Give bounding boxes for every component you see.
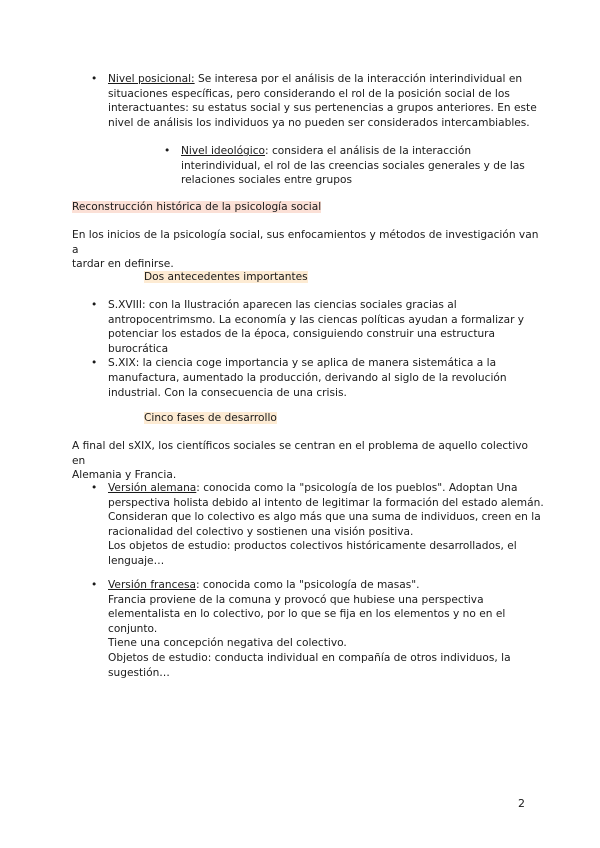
text-line: sugestión…: [108, 666, 170, 679]
text-line: situaciones específicas, pero considerando el rol de la posición social de los: [108, 87, 510, 100]
term-nivel-posicional: Nivel posicional:: [108, 73, 195, 85]
bullet-dot: •: [91, 73, 98, 85]
bullet-dot: •: [164, 145, 171, 157]
text-line: Alemania y Francia.: [72, 469, 177, 482]
bullet-dot: •: [91, 357, 98, 370]
antecedentes-list: [91, 298, 568, 400]
text-line: S.XVIII: con la Ilustración aparecen las ciencias sociales gracias al: [108, 299, 457, 311]
term-version-francesa: Versión francesa: [108, 579, 196, 591]
text-line: A final del sXIX, los científicos sociales se centran en el problema de aquello colectivo en: [72, 440, 529, 467]
bullet-dot: •: [91, 579, 98, 591]
text-line: Los objetos de estudio: productos colectivos históricamente desarrollados, el: [108, 540, 517, 553]
heading-fases-text: Cinco fases de desarrollo: [144, 412, 277, 424]
text-line: Tiene una concepción negativa del colectivo.: [108, 637, 347, 650]
text-line: : considera el análisis de la interacción: [265, 145, 472, 157]
list-item: [91, 356, 568, 400]
heading-antecedentes: [144, 270, 308, 285]
text-line: : conocida como la "psicología de los pueblos". Adoptan Una: [196, 482, 518, 494]
text-line: lenguaje…: [108, 554, 165, 567]
text-line: Francia proviene de la comuna y provocó que hubiese una perspectiva: [108, 593, 484, 606]
text-line: racionalidad del colectivo y sostienen una visión positiva.: [108, 525, 414, 538]
text-line: relaciones sociales entre grupos: [181, 174, 352, 187]
bullet-dot: •: [91, 482, 98, 494]
text-line: conjunto.: [108, 622, 158, 635]
bullet-dot: •: [91, 299, 98, 311]
text-line: Se interesa por el análisis de la interacción interindividual en: [194, 73, 523, 85]
bullet-version-alemana: [91, 481, 568, 569]
term-version-alemana: Versión alemana: [108, 482, 197, 494]
text-line: interindividual, el rol de las creencias sociales generales y de las: [181, 159, 525, 172]
text-line: nivel de análisis los individuos ya no pueden ser considerados intercambiables.: [108, 116, 530, 129]
heading-fases: [144, 411, 277, 426]
page-number: 2: [518, 797, 525, 810]
list-item: [91, 298, 568, 356]
text-line: manufactura, aumentado la producción, derivando al siglo de la revolución: [108, 371, 507, 384]
text-line: antropocentrimsmo. La economía y las ciencas políticas ayudan a formalizar y: [108, 313, 525, 326]
text-line: industrial. Con la consecuencia de una crisis.: [108, 386, 347, 399]
text-line: S.XIX: la ciencia coge importancia y se aplica de manera sistemática a la: [108, 357, 497, 370]
bullet-nivel-posicional: [91, 72, 578, 130]
text-line: : conocida como la "psicología de masas".: [195, 579, 420, 591]
text-line: Consideran que lo colectivo es algo más que una suma de individuos, creen en la: [108, 511, 541, 524]
fases-intro-paragraph: [72, 439, 542, 483]
heading-antecedentes-text: Dos antecedentes importantes: [144, 271, 308, 283]
text-line: tardar en definirse.: [72, 258, 174, 271]
text-line: burocrática: [108, 342, 169, 355]
intro-paragraph: [72, 228, 542, 272]
text-line: Objetos de estudio: conducta individual en compañía de otros individuos, la: [108, 651, 511, 664]
text-line: perspectiva holista debido al intento de legitimar la formación del estado alemán.: [108, 496, 544, 509]
text-line: elementalista en lo colectivo, por lo que se fija en los elementos y no en el: [108, 608, 506, 621]
text-line: interactuantes: su estatus social y sus pertenencias a grupos anteriores. En este: [108, 102, 537, 115]
section-heading-reconstruccion: [72, 200, 321, 215]
bullet-nivel-ideologico: [164, 144, 561, 188]
bullet-version-francesa: [91, 578, 568, 680]
section-heading-text: Reconstrucción histórica de la psicología social: [72, 201, 322, 213]
text-line: potenciar los estados de la época, consiguiendo construir una estructura: [108, 328, 496, 341]
text-line: En los inicios de la psicología social, sus enfocamientos y métodos de investigación van a: [72, 229, 539, 256]
term-nivel-ideologico: Nivel ideológico: [181, 145, 266, 157]
